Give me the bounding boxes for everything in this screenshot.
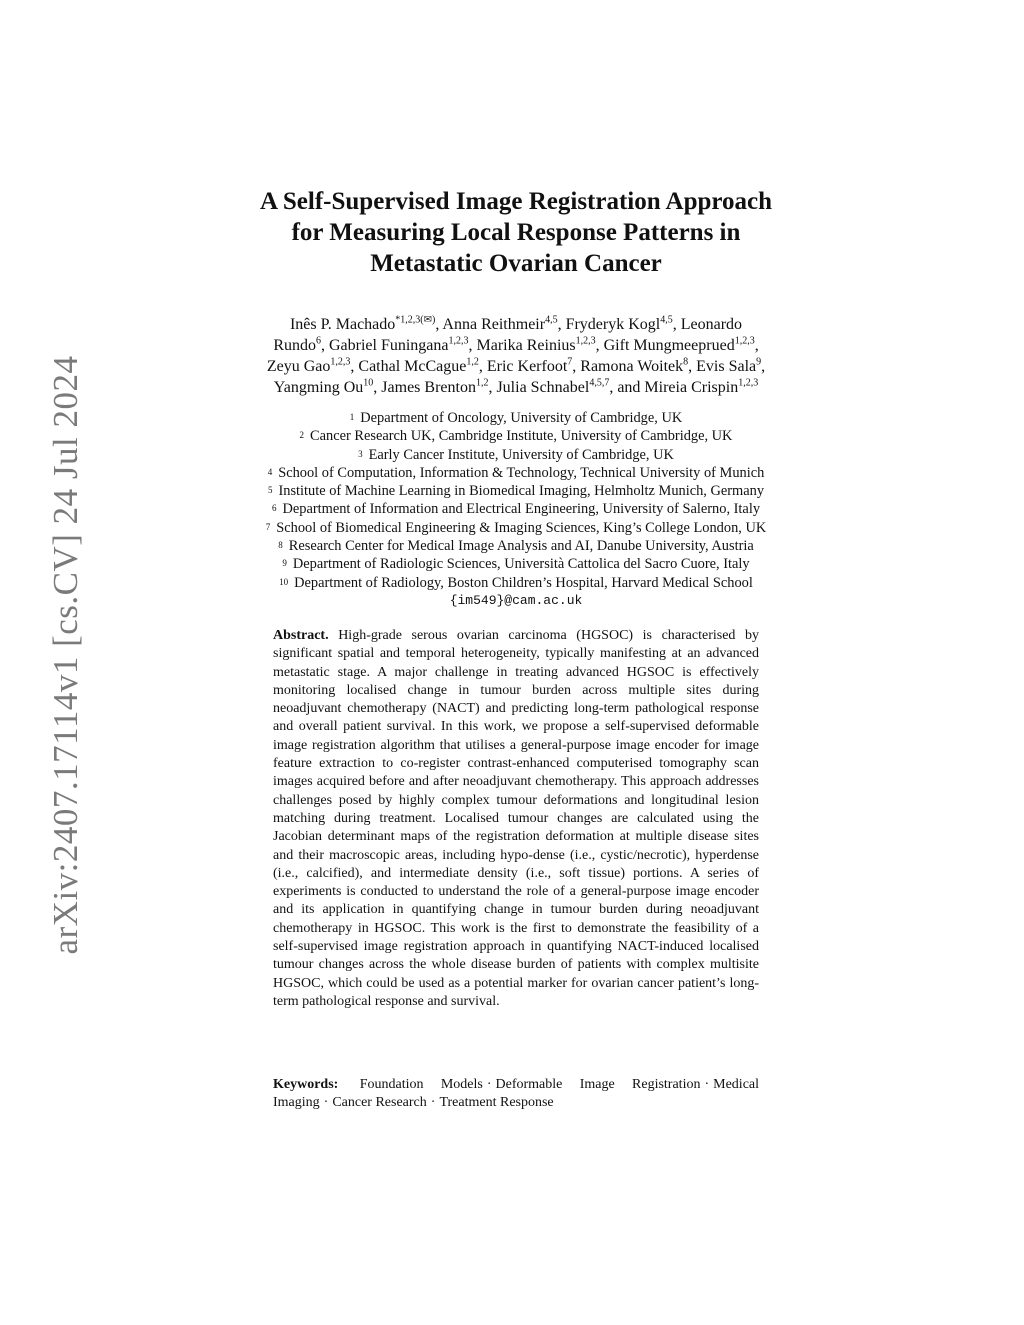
- author-separator: ,: [754, 337, 759, 354]
- affiliation-text: School of Biomedical Engineering & Imaging Sciences, King’s College London, UK: [276, 519, 767, 536]
- affiliation-text: Institute of Machine Learning in Biomedical Imaging, Helmholtz Munich, Germany: [278, 483, 765, 500]
- author-line: [200, 377, 832, 398]
- affiliation: [200, 574, 832, 592]
- keywords-label: Keywords:: [273, 1077, 339, 1092]
- title-line: A Self-Supervised Image Registration Approach: [259, 188, 773, 215]
- author-name: , Evis Sala: [688, 358, 757, 375]
- affiliation-number: 10: [279, 576, 289, 587]
- author-name: , Gabriel Funingana: [320, 337, 449, 354]
- affiliation-text: Department of Information and Electrical Engineering, University of Salerno, Italy: [282, 501, 761, 518]
- title-line: for Measuring Local Response Patterns in: [291, 219, 741, 246]
- affiliation-text: Research Center for Medical Image Analysis and AI, Danube University, Austria: [288, 538, 754, 555]
- author-affiliation-marks: 4,5,7: [589, 377, 610, 389]
- author-affiliation-marks: *1,2,3(✉): [395, 314, 436, 326]
- affiliation-number: 6: [271, 503, 277, 514]
- affiliation-list: [200, 409, 832, 610]
- affiliation-number: 8: [278, 540, 283, 551]
- abstract-label: Abstract.: [273, 628, 329, 643]
- affiliation-text: Department of Oncology, University of Cambridge, UK: [360, 410, 683, 426]
- author-affiliation-marks: 1,2: [475, 377, 489, 389]
- author-affiliation-marks: 10: [363, 377, 374, 389]
- keyword: Medical Imaging: [273, 1077, 760, 1111]
- author-name: Rundo: [273, 337, 316, 354]
- author-affiliation-marks: 7: [567, 356, 573, 368]
- author-affiliation-marks: 1,2,3: [575, 335, 596, 347]
- affiliation: [200, 555, 832, 573]
- author-affiliation-marks: 1,2,3: [448, 335, 469, 347]
- author-affiliation-marks: 4,5: [660, 314, 673, 326]
- keyword: Treatment Response: [439, 1095, 554, 1111]
- keyword-separator: ·: [430, 1095, 436, 1111]
- author-affiliation-marks: 1,2,3: [734, 335, 755, 347]
- affiliation: [200, 500, 832, 518]
- author-name: , Fryderyk Kogl: [557, 316, 661, 333]
- author-affiliation-marks: 1,2: [466, 356, 479, 368]
- affiliation-text: Early Cancer Institute, University of Cambridge, UK: [368, 446, 674, 463]
- abstract: [273, 627, 759, 1011]
- abstract-text: High-grade serous ovarian carcinoma (HGSOC) is characterised by significant spatial and temporal heterogeneity, typically manifesting at an advanced metastatic stage. A major challenge in treating advanced HGSOC is effectively monitoring localised change in tumour burden across multiple sites during neoadjuvant chemotherapy (NACT) and predicting long-term pathological response and overall patient survival. In this work, we propose a self-supervised deformable image registration algorithm that utilises a general-purpose image encoder for image feature extraction to co-register contrast-enhanced computerised tomography scan images acquired before and after neoadjuvant chemotherapy. This approach addresses challenges posed by highly complex tumour deformations and longitudinal lesion matching during treatment. Localised tumour changes are calculated using the Jacobian determinant maps of the registration deformation at multiple disease sites and their macroscopic areas, including hypo-dense (i.e., cystic/necrotic), hyperdense (i.e., calcified), and intermediate density (i.e., soft tissue) portions. A series of experiments is conducted to understand the role of a general-purpose image encoder and its application in quantifying change in tumour burden during neoadjuvant chemotherapy in HGSOC. This work is the first to demonstrate the feasibility of a self-supervised image registration approach in quantifying NACT-induced localised tumour changes across the whole disease burden of patients with complex multisite HGSOC, which could be used as a potential marker for ovarian cancer patient’s long-term pathological response and survival.: [273, 628, 759, 1009]
- author-affiliation-marks: 4,5: [545, 314, 558, 326]
- author-line: [200, 356, 832, 377]
- affiliation-number: 4: [267, 466, 273, 477]
- keyword: Foundation Models: [359, 1077, 483, 1092]
- author-name: , Ramona Woitek: [572, 358, 684, 375]
- affiliation: [200, 519, 832, 537]
- author-name: Inês P. Machado: [289, 316, 396, 333]
- author-name: Yangming Ou: [273, 379, 364, 396]
- author-name: , Marika Reinius: [468, 337, 576, 354]
- affiliation: [200, 482, 832, 500]
- author-affiliation-marks: 9: [756, 356, 762, 368]
- arxiv-identifier-stamp: arXiv:2407.17114v1 [cs.CV] 24 Jul 2024: [46, 355, 85, 955]
- author-name: , Anna Reithmeir: [435, 316, 546, 333]
- affiliation: [200, 464, 832, 482]
- author-name: , Eric Kerfoot: [478, 358, 568, 375]
- author-name: , Julia Schnabel: [488, 379, 590, 396]
- author-separator: ,: [761, 358, 766, 375]
- keyword-separator: ·: [486, 1077, 492, 1092]
- affiliation: [200, 446, 832, 464]
- author-name: , Cathal McCague: [350, 358, 467, 375]
- keyword-separator: ·: [323, 1095, 329, 1111]
- affiliation-number: 3: [358, 448, 363, 459]
- affiliation-number: 1: [349, 412, 355, 422]
- keyword: Cancer Research: [332, 1095, 427, 1111]
- affiliation-text: Department of Radiologic Sciences, Università Cattolica del Sacro Cuore, Italy: [292, 556, 750, 573]
- title-line: Metastatic Ovarian Cancer: [370, 250, 662, 277]
- author-name: , Leonardo: [672, 316, 743, 333]
- affiliation-number: 9: [282, 558, 287, 569]
- keywords: [273, 1076, 759, 1113]
- keyword: Deformable Image Registration: [495, 1077, 701, 1092]
- author-name: , and Mireia Crispin: [609, 379, 739, 396]
- affiliation: [200, 537, 832, 555]
- affiliation-number: 7: [265, 521, 271, 532]
- author-affiliation-marks: 6: [315, 335, 321, 347]
- author-affiliation-marks: 1,2,3: [738, 377, 759, 389]
- author-name: , Gift Mungmeeprued: [595, 337, 735, 354]
- author-line: [200, 335, 832, 356]
- contact-email[interactable]: {im549}@cam.ac.uk: [449, 592, 583, 608]
- affiliation-text: School of Computation, Information & Technology, Technical University of Munich: [278, 464, 765, 481]
- author-name: Zeyu Gao: [266, 358, 331, 375]
- author-affiliation-marks: 1,2,3: [330, 356, 351, 368]
- author-line: [200, 314, 832, 335]
- author-name: , James Brenton: [373, 379, 476, 396]
- affiliation-text: Department of Radiology, Boston Children’s Hospital, Harvard Medical School: [294, 574, 753, 591]
- paper-title: [200, 186, 832, 279]
- affiliation-number: 5: [267, 485, 273, 496]
- keyword-separator: ·: [704, 1077, 710, 1092]
- affiliation: [200, 427, 832, 445]
- author-list: [200, 314, 832, 398]
- affiliation: [200, 409, 832, 427]
- author-affiliation-marks: 8: [683, 356, 689, 368]
- affiliation-number: 2: [299, 430, 305, 441]
- affiliation-text: Cancer Research UK, Cambridge Institute, University of Cambridge, UK: [310, 428, 733, 445]
